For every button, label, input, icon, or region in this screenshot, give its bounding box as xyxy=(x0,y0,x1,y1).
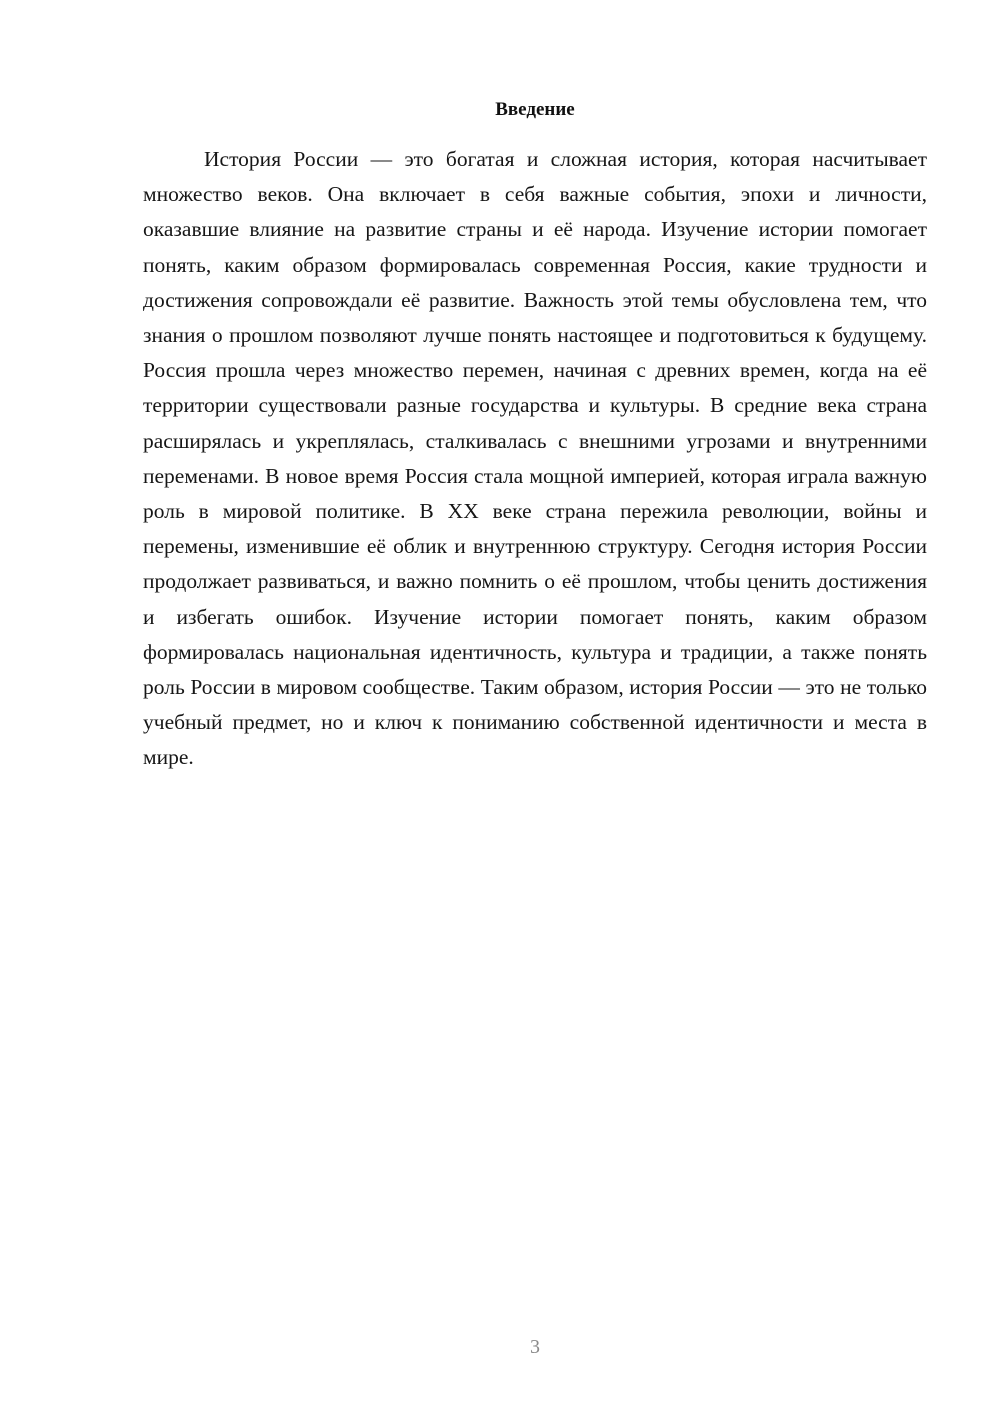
body-paragraph: История России — это богатая и сложная история, которая насчитывает множество веков. Она включает в себя важные события, эпохи и личности, оказавшие влияние на развитие страны и её народа. Изучение истории помогает понять, каким образом формировалась современная Россия, какие трудности и достижения сопровождали её развитие. Важность этой темы обусловлена тем, что знания о прошлом позволяют лучше понять настоящее и подготовиться к будущему. Россия прошла через множество перемен, начиная с древних времен, когда на её территории существовали разные государства и культуры. В средние века страна расширялась и укреплялась, сталкивалась с внешними угрозами и внутренними переменами. В новое время Россия стала мощной империей, которая играла важную роль в мировой политике. В XX веке страна пережила революции, войны и перемены, изменившие её облик и внутреннюю структуру. Сегодня история России продолжает развиваться, и важно помнить о её прошлом, чтобы ценить достижения и избегать ошибок. Изучение истории помогает понять, каким образом формировалась национальная идентичность, культура и традиции, а также понять роль России в мировом сообществе. Таким образом, история России — это не только учебный предмет, но и ключ к пониманию собственной идентичности и места в мире. xyxy=(143,147,927,770)
section-heading: Введение xyxy=(495,99,575,120)
page-number: 3 xyxy=(530,1336,540,1358)
